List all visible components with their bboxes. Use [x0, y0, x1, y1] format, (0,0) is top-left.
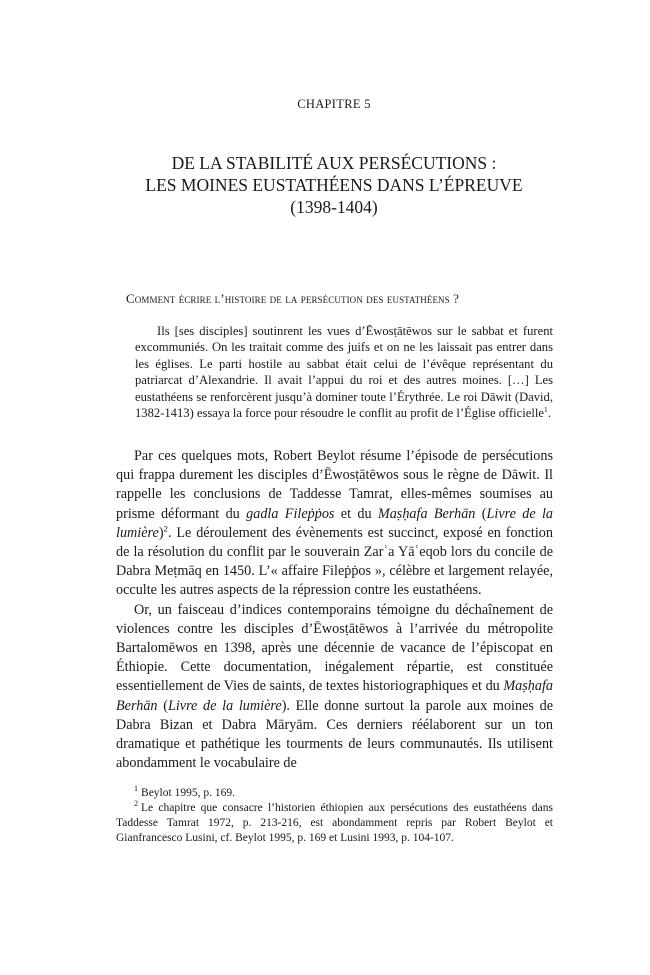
- text-run: (: [157, 697, 168, 714]
- footnote-1: [116, 786, 553, 801]
- text-run: et du: [334, 505, 378, 522]
- footnote-ref-1: 1: [543, 404, 548, 414]
- quote-paragraph: Ils [ses disciples] soutinrent les vues d’Ēwosṭātēwos sur le sabbat et furent excommuniés. On les traitait comme des juifs et on ne les laissait pas entrer dans les églises. Le parti hostile au sabbat était celui de l’évêque représentant du patriarcat d’Alexandrie. Il avait l’appui du roi et des autres moines. […] Les eustathéens se renforcèrent jusqu’à dominer toute l’Érythrée. Le roi Dāwit (David, 1382-1413) essaya la force pour résoudre le conflit au profit de l’Église officielle$^1$.: [135, 324, 553, 421]
- section-heading: Comment écrire l’histoire de la persécution des eustathéens ?: [126, 291, 459, 306]
- italic-title: Livre de la lumière: [167, 697, 282, 714]
- quote-text: Ils [ses disciples] soutinrent les vues d’Ēwosṭātēwos sur le sabbat et furent excommuniés. On les traitait comme des juifs et on ne les laissait pas entrer dans les églises. Le parti hostile au sabbat était celui de l’évêque représentant du patriarcat d’Alexandrie. Il avait l’appui du roi et des autres moines. […] Les eustathéens se renforcèrent jusqu’à dominer toute l’Érythrée. Le roi Dāwit (David, 1382-1413) essaya la force pour résoudre le conflit au profit de l’Église officielle: [135, 324, 553, 421]
- text-run: Or, un faisceau d’indices contemporains témoigne du déchaînement de violences contre les disciples d’Ēwosṭātēwos à l’arrivée du métropolite Bartalomēwos en 1398, après une décennie de vacance de l’épiscopat en Éthiopie. Cette documentation, inégalement répartie, est constituée essentiellement de Vies de saints, de textes historiographiques et du: [116, 601, 553, 695]
- italic-title: gadla Fileṗṗos: [246, 505, 335, 522]
- text-run: (: [475, 505, 487, 522]
- body-text: [116, 447, 553, 773]
- italic-title: Livre de la lumière: [116, 505, 554, 541]
- chapter-title-line-2: LES MOINES EUSTATHÉENS DANS L’ÉPREUVE: [145, 175, 523, 195]
- footnote-number: 2: [134, 799, 139, 809]
- footnote-number: 1: [134, 784, 139, 794]
- chapter-title-line-3: (1398-1404): [290, 197, 378, 217]
- footnote-2: [116, 801, 553, 846]
- italic-title: Maṣḥafa Berhān: [116, 678, 553, 714]
- footnote-text: Le chapitre que consacre l’historien éthiopien aux persécutions des eustathéens dans Taddesse Tamrat 1972, p. 213-216, est abondamment repris par Robert Beylot et Gianfrancesco Lusini, cf. Beylot 1995, p. 169 et Lusini 1993, p. 104-107.: [116, 802, 553, 844]
- footnote-ref-2: 2: [163, 523, 168, 534]
- italic-title: Maṣḥafa Berhān: [377, 505, 476, 522]
- block-quote: [135, 323, 553, 421]
- text-run: ). Elle donne surtout la parole aux moines de Dabra Bizan et Dabra Māryām. Ces derniers réélaborent sur un ton dramatique et pathétique les tourments de leurs communautés. Ils utilisent abondamment le vocabulaire de: [116, 697, 553, 772]
- text-run: ): [158, 524, 164, 541]
- footnotes: [116, 786, 553, 846]
- body-paragraph-2: [116, 601, 553, 774]
- chapter-title: [116, 152, 552, 218]
- footnote-text: Beylot 1995, p. 169.: [141, 787, 235, 799]
- text-run: Par ces quelques mots, Robert Beylot résume l’épisode de persécutions qui frappa durement les disciples d’Ēwosṭātēwos sous le règne de Dāwit. Il rappelle les conclusions de Taddesse Tamrat, elles-mêmes soumises au prisme déformant du: [116, 448, 553, 522]
- chapter-title-line-1: DE LA STABILITÉ AUX PERSÉCUTIONS :: [171, 153, 497, 173]
- chapter-label: CHAPITRE 5: [297, 97, 371, 111]
- text-run: . Le déroulement des évènements est succinct, exposé en fonction de la résolution du conflit par le souverain Zarʾa Yāʿeqob lors du concile de Dabra Meṭmāq en 1450. L’« affaire Fileṗṗos », célèbre et largement relayée, occulte les autres aspects de la répression contre les eustathéens.: [116, 524, 553, 599]
- body-paragraph-1: [116, 447, 553, 601]
